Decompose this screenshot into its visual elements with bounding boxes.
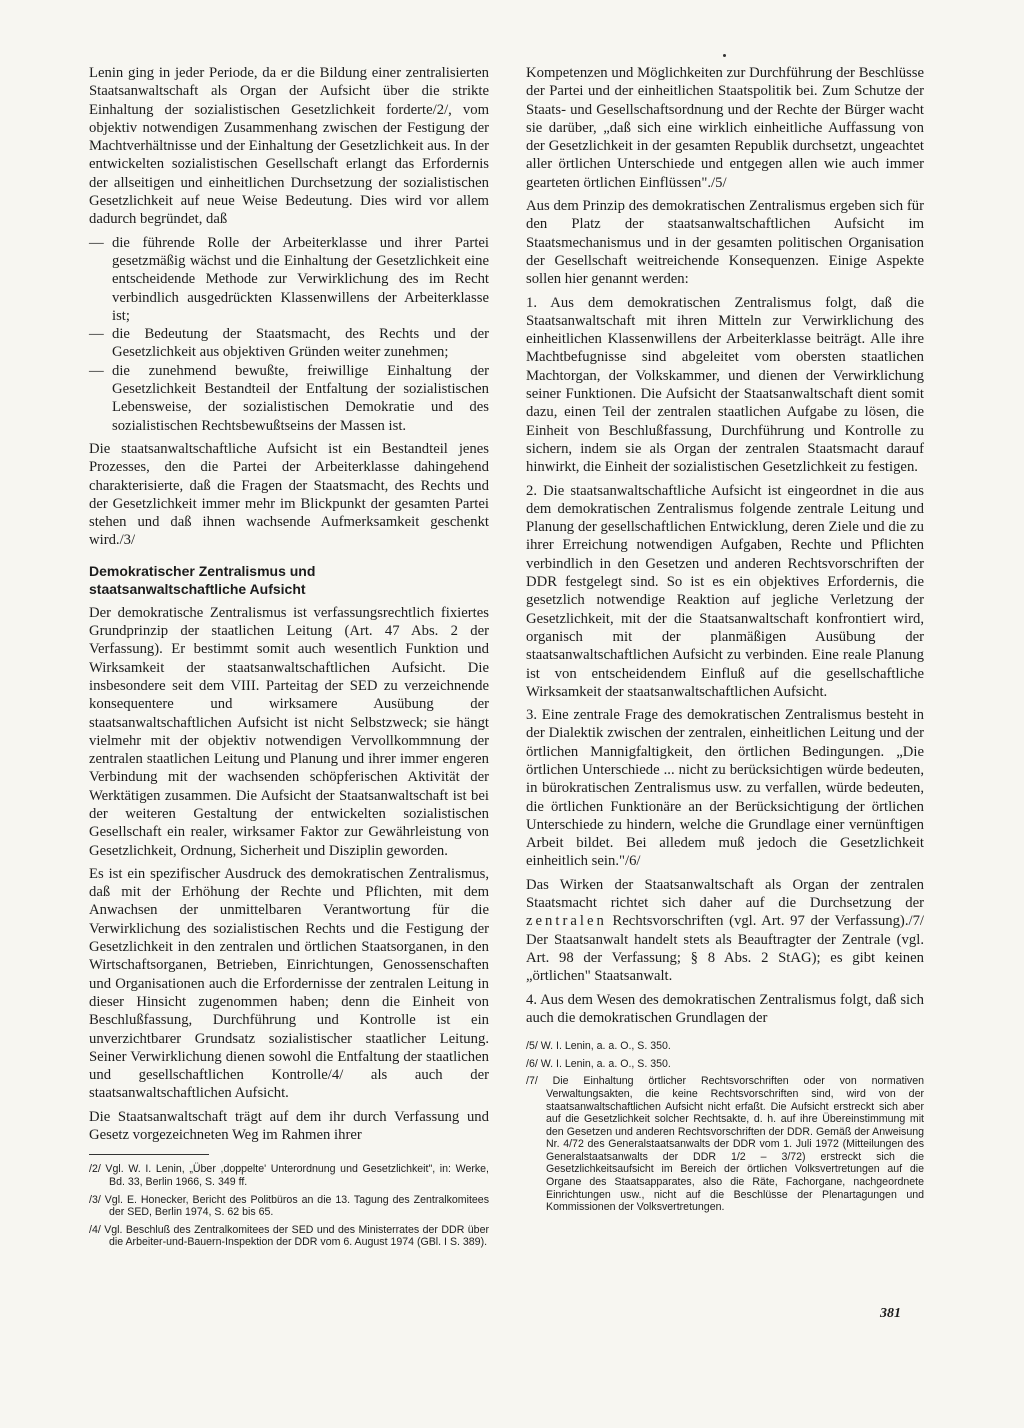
left-column — [89, 64, 489, 1254]
paragraph: Kompetenzen und Möglichkeiten zur Durchführung der Beschlüsse der Partei und der einheitlichen Staatspolitik bei. Zum Schutze der Staats- und Gesellschaftsordnung und der Rechte der Bürger wacht sie darüber, „daß sich eine wirklich einheitliche Auffassung von der Gesetzlichkeit in der gesamten Republik durchsetzt, ungeachtet aller örtlichen Unterschiede und entgegen allen wie auch immer gearteten örtlichen Einflüssen"./5/ — [526, 65, 924, 191]
footnote: /6/ W. I. Lenin, a. a. O., S. 350. — [526, 1057, 671, 1070]
paragraph: 1. Aus dem demokratischen Zentralismus folgt, daß die Staatsanwaltschaft mit ihren Mitteln zur Verwirklichung des einheitlichen Klassenwillens der Arbeiterklasse beiträgt. Alle ihre Machtbefugnisse sind abgeleitet vom obersten staatlichen Machtorgan, der Volkskammer, und dienen der Verwirklichung seiner Funktionen. Die Aufsicht der Staatsanwaltschaft dient somit dazu, einen Teil der zentralen staatlichen Aufgabe zu lösen, die Einheit von Beschlußfassung, Durchführung und Kontrolle zu sichern, indem sie als Organ der zentralen Staatsmacht darauf hinwirkt, die Einheit der sozialistischen Gesetzlichkeit zu festigen. — [526, 294, 924, 476]
footnote: /3/ Vgl. E. Honecker, Bericht des Politbüros an die 13. Tagung des Zentralkomitees der SED, Berlin 1974, S. 62 bis 65. — [89, 1193, 489, 1219]
right-column — [526, 64, 924, 1219]
dash-list — [89, 234, 489, 435]
footnote: /7/ Die Einhaltung örtlicher Rechtsvorschriften oder von normativen Verwaltungsakten, die keine Rechtsvorschriften sind, wird von der staatsanwaltschaftlichen Aufsicht nicht erfaßt. Die Aufsicht erstreckt sich aber auf die Gesetzlichkeit solcher Rechtsakte, d. h. auf ihre Übereinstimmung mit den Gesetzen und anderen Rechtsvorschriften der DDR. Gemäß der Anweisung Nr. 4/72 des Generalstaatsanwalts der DDR vom 1. Juli 1972 (Mitteilungen des Generalstaatsanwalts der DDR 1/2 – 3/72) erstreckt sich die Gesetzlichkeitsaufsicht im Bereich der örtlichen Volksvertretungen auf die Organe des Staatsapparates, also die Räte, Fachorgane, nachgeordnete Einrichtungen usw., nicht auf die Beschlüsse der Plenartagungen und Kommissionen der Volksvertretungen. — [526, 1075, 924, 1214]
paragraph: Der demokratische Zentralismus ist verfassungsrechtlich fixiertes Grundprinzip der staatlichen Leitung (Art. 47 Abs. 2 der Verfassung). Er bestimmt somit auch wesentlich Funktion und Wirksamkeit der staatsanwaltschaftlichen Aufsicht. Die insbesondere seit dem VIII. Parteitag der SED zu verzeichnende konsequentere und wirksamere Ausübung der staatsanwaltschaftlichen Aufsicht ist nicht Selbstzweck; sie hängt vielmehr mit der objektiv notwendigen Vervollkommnung der zentralen staatlichen Leitung und Planung und ihrer immer engeren Verbindung mit der wachsenden schöpferischen Aktivität der Werktätigen zusammen. Die Aufsicht der Staatsanwaltschaft ist bei der weiteren Gestaltung der entwickelten sozialistischen Gesellschaft ein realer, wirksamer Faktor zur Gewährleistung von Gesetzlichkeit, Ordnung, Sicherheit und Disziplin geworden. — [89, 604, 489, 859]
paragraph: 2. Die staatsanwaltschaftliche Aufsicht ist eingeordnet in die aus dem demokratischen Zentralismus folgende zentrale Leitung und Planung der gesellschaftlichen Entwicklung, deren Ziele und die zu ihrer Erreichung notwendigen Aufgaben, Rechte und Pflichten verbindlich in den Gesetzen und anderen Rechtsvorschriften der DDR festgelegt sind. So ist es ein objektives Erfordernis, die gesetzlich notwendige Reaktion auf jegliche Verletzung der Gesetzlichkeit, mit der die Staatsanwaltschaft konfrontiert wird, organisch mit der planmäßigen Ausübung der staatsanwaltschaftlichen Aufsicht zu verbinden. Eine reale Planung ist von entscheidendem Einfluß auf die gesellschaftliche Wirksamkeit der staatsanwaltschaftlichen Aufsicht. — [526, 482, 924, 700]
paragraph — [526, 876, 924, 986]
footnote: /5/ W. I. Lenin, a. a. O., S. 350. — [526, 1040, 671, 1053]
footnote: /2/ Vgl. W. I. Lenin, „Über ,doppelte' Unterordnung und Gesetzlichkeit", in: Werke, Bd. 33, Berlin 1966, S. 349 ff. — [89, 1163, 489, 1188]
footnote-rule — [526, 1033, 646, 1034]
paragraph: Lenin ging in jeder Periode, da er die Bildung einer zentralisierten Staatsanwaltschaft als Organ der Aufsicht über die strikte Einhaltung der sozialistischen Gesetzlichkeit forderte/2/, vom objektiv notwendigen Zusammenhang zwischen der Festigung der Machtverhältnisse und der Einhaltung der Gesetzlichkeit aus. In der entwickelten sozialistischen Gesellschaft erlangt das Erfordernis der allseitigen und einheitlichen Durchsetzung der sozialistischen Gesetzlichkeit auf neue Weise Bedeutung. Dies wird vor allem dadurch begründet, daß — [89, 65, 489, 228]
list-item: — die zunehmend bewußte, freiwillige Einhaltung der Gesetzlichkeit Bestandteil der Entfaltung der sozialistischen Lebensweise, der sozialistischen Demokratie und des sozialistischen Rechtsbewußtseins der Massen ist. — [112, 362, 489, 435]
paragraph: Aus dem Prinzip des demokratischen Zentralismus ergeben sich für den Platz der staatsanwaltschaftlichen Aufsicht im Staatsmechanismus und in der gesamten politischen Organisation der Gesellschaft weitreichende Konsequenzen. Einige Aspekte sollen hier genannt werden: — [526, 198, 924, 288]
list-item: — die Bedeutung der Staatsmacht, des Rechts und der Gesetzlichkeit aus objektiven Gründen weiter zunehmen; — [112, 325, 489, 362]
speck — [723, 54, 726, 57]
text-run: Rechtsvorschriften (vgl. Art. 97 der Verfassung)./7/ Der Staatsanwalt handelt stets als Beauftragter der Zentrale (vgl. Art. 98 der Verfassung; § 8 Abs. 2 StAG); es gibt keinen „örtlichen" Staatsanwalt. — [526, 913, 924, 985]
text-run: Das Wirken der Staatsanwaltschaft als Organ der zentralen Staatsmacht richtet sich daher auf die Durchsetzung der — [526, 876, 924, 912]
paragraph: 3. Eine zentrale Frage des demokratischen Zentralismus besteht in der Dialektik zwischen der zentralen, einheitlichen Leitung und der örtlichen Mannigfaltigkeit, den örtlichen Bedingungen. „Die örtlichen Unterschiede ... nicht zu berücksichtigen würde bedeuten, in bürokratischen Zentralismus usw. zu verfallen, würde bedeuten, die örtlichen Funktionäre an der Berücksichtigung der örtlichen Unterschiede zu hindern, welche die Grundlage einer vernünftigen Arbeit bildet. Bei alledem muß jedoch die Gesetzlichkeit einheitlich sein."/6/ — [526, 707, 924, 870]
list-item: — die führende Rolle der Arbeiterklasse und ihrer Partei gesetzmäßig wächst und die Einhaltung der Gesetzlichkeit eine entscheidende Methode zur Verwirklichung des im Recht verbindlich ausgedrückten Klassenwillens der Arbeiterklasse ist; — [112, 234, 489, 325]
page-number: 381 — [880, 1306, 901, 1321]
paragraph: Es ist ein spezifischer Ausdruck des demokratischen Zentralismus, daß mit der Erhöhung der Rechte und Pflichten, mit dem Anwachsen der unmittelbaren Verantwortung für die Verwirklichung des sozialistischen Rechts und die Festigung der Gesetzlichkeit in den zentralen und örtlichen Staatsorganen, in den Wirtschaftsorganen, Betrieben, Einrichtungen, Genossenschaften und Organisationen auch die Erfordernisse der zentralen Leitung in dieser Hinsicht zugenommen haben; denn die Einheit von Beschlußfassung, Durchführung und Kontrolle ist ein unverzichtbarer Grundsatz sozialistischer staatlicher Leitung. Seiner Verwirklichung dienen sowohl die Entfaltung der staatlichen und gesellschaftlichen Kontrolle/4/ als auch der staatsanwaltschaftlichen Aufsicht. — [89, 865, 489, 1102]
paragraph: Die staatsanwaltschaftliche Aufsicht ist ein Bestandteil jenes Prozesses, den die Partei der Arbeiterklasse dahingehend charakterisierte, daß die Fragen der Staatsmacht, des Rechts und der Gesetzlichkeit immer mehr im Blickpunkt der gesamten Partei stehen und daß ihnen wachsende Aufmerksamkeit geschenkt wird./3/ — [89, 440, 489, 549]
paragraph: Die Staatsanwaltschaft trägt auf dem ihr durch Verfassung und Gesetz vorgezeichneten Weg im Rahmen ihrer — [89, 1108, 489, 1144]
section-heading — [89, 562, 489, 598]
footnote-rule — [89, 1154, 209, 1155]
heading-line: Demokratischer Zentralismus und — [89, 562, 316, 579]
spaced-emphasis: zentralen — [526, 913, 607, 930]
paragraph: 4. Aus dem Wesen des demokratischen Zentralismus folgt, daß sich auch die demokratischen Grundlagen der — [526, 991, 924, 1026]
heading-line: staatsanwaltschaftliche Aufsicht — [89, 580, 306, 597]
footnote: /4/ Vgl. Beschluß des Zentralkomitees der SED und des Ministerrates der DDR über die Arbeiter-und-Bauern-Inspektion der DDR vom 6. August 1974 (GBl. I S. 389). — [89, 1223, 489, 1249]
